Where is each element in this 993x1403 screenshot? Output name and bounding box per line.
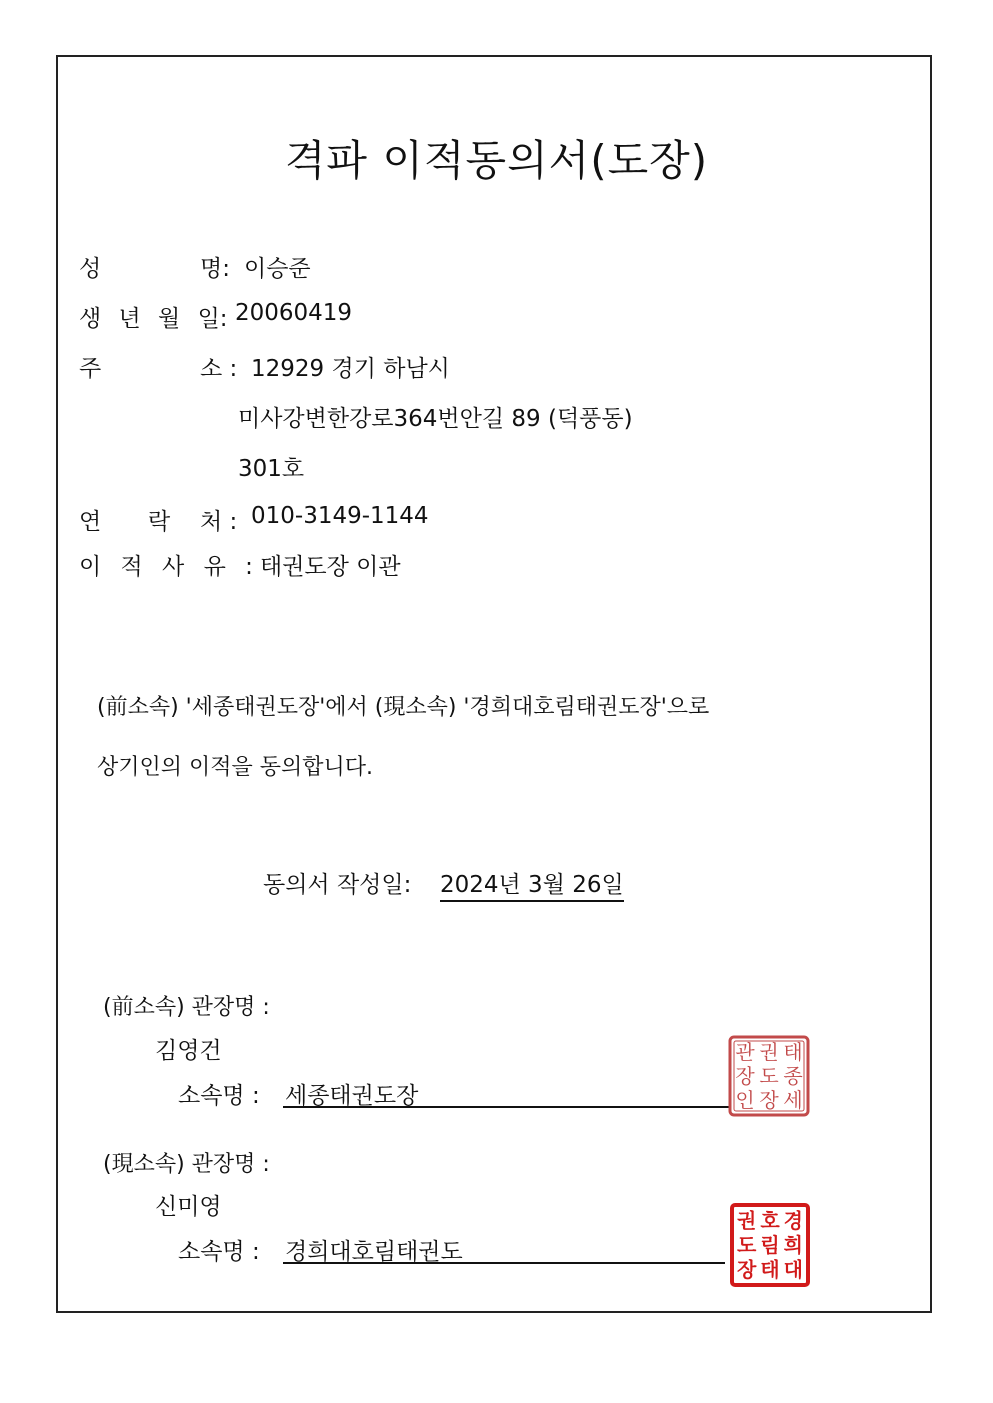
contact-label-second: 락 (148, 509, 171, 535)
current-signature-line (283, 1262, 725, 1264)
seal-glyph: 도 (737, 1233, 757, 1257)
seal-glyph: 림 (760, 1233, 780, 1257)
statement-line-1: (前소속) '세종태권도장'에서 (現소속) '경희대호림태권도장'으로 (97, 695, 710, 720)
seal-glyph: 희 (783, 1233, 803, 1257)
contact-label-third: 처 : (200, 509, 238, 535)
seal-glyph: 태 (783, 1040, 803, 1064)
address-label-first: 주 (79, 356, 102, 382)
seal-glyph: 호 (760, 1208, 780, 1233)
birth-value: 20060419 (235, 300, 353, 326)
current-org-value: 경희대호림태권도 (285, 1239, 463, 1265)
document-title: 격파 이적동의서(도장) (284, 136, 709, 185)
seal-glyph: 권 (737, 1208, 757, 1233)
contact-value: 010-3149-1144 (251, 503, 429, 529)
current-seal-stamp (729, 1202, 811, 1288)
birth-label: 생 년 월 일: (79, 306, 228, 332)
seal-glyph: 세 (783, 1088, 803, 1112)
seal-glyph: 관 (735, 1040, 755, 1064)
seal-glyph: 장 (735, 1064, 755, 1088)
previous-seal-stamp (727, 1034, 811, 1118)
contact-label-first: 연 (79, 509, 102, 535)
address-label-second: 소 : (200, 356, 238, 382)
previous-director-label: (前소속) 관장명 : (103, 995, 270, 1020)
seal-glyph: 도 (759, 1064, 779, 1088)
name-label-second: 명: (200, 256, 230, 282)
seal-glyph: 장 (737, 1257, 757, 1282)
name-value: 이승준 (244, 256, 311, 282)
seal-glyph: 장 (759, 1088, 779, 1112)
address-line-2: 미사강변한강로364번안길 89 (덕풍동) (238, 406, 633, 432)
seal-glyph: 대 (783, 1257, 803, 1282)
current-director-label: (現소속) 관장명 : (103, 1152, 270, 1177)
address-line-3: 301호 (238, 456, 305, 482)
statement-line-2: 상기인의 이적을 동의합니다. (97, 755, 374, 780)
seal-glyph: 권 (759, 1040, 779, 1064)
current-org-label: 소속명 : (178, 1239, 260, 1265)
address-line-1: 12929 경기 하남시 (251, 356, 450, 382)
document-border (56, 55, 932, 1313)
previous-signature-line (283, 1106, 729, 1108)
previous-org-value: 세종태권도장 (285, 1083, 419, 1109)
seal-glyph: 인 (735, 1088, 755, 1112)
previous-director-name: 김영건 (155, 1038, 222, 1064)
reason-value: 태권도장 이관 (260, 554, 401, 580)
current-director-name: 신미영 (155, 1194, 222, 1220)
seal-glyph: 종 (783, 1064, 803, 1088)
seal-glyph: 경 (783, 1208, 803, 1233)
reason-label: 이 적 사 유 : (79, 554, 253, 580)
date-label: 동의서 작성일: (263, 872, 412, 898)
date-value: 2024년 3월 26일 (440, 866, 624, 902)
seal-glyph: 태 (760, 1257, 780, 1282)
name-label-first: 성 (79, 256, 102, 282)
previous-org-label: 소속명 : (178, 1083, 260, 1109)
